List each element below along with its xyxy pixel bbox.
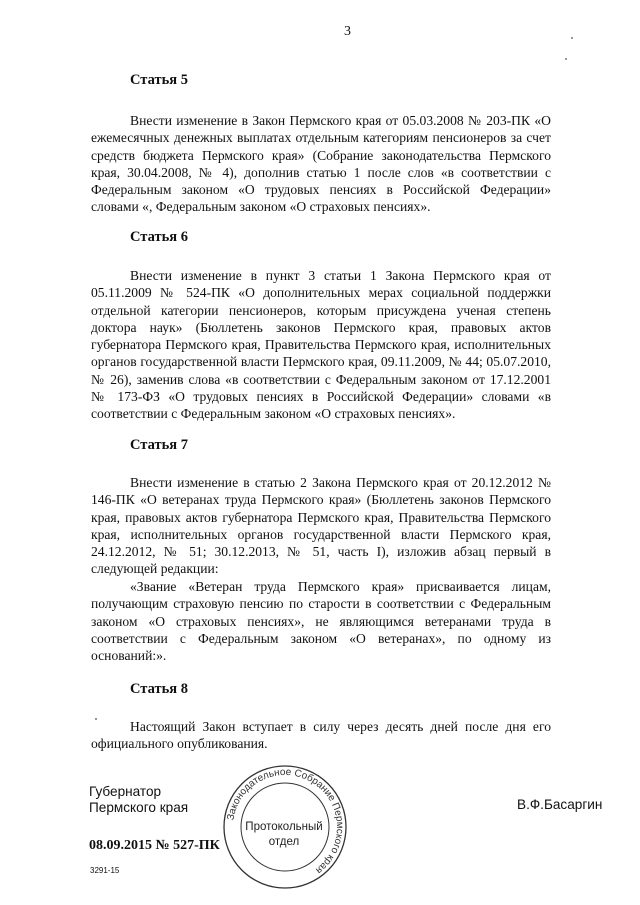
article-6-heading: Статья 6: [130, 229, 188, 245]
article-6-paragraph: Внести изменение в пункт 3 статьи 1 Закона Пермского края от 05.11.2009 № 524-ПК «О дополнительных мерах социальной поддержки отдельной категории пенсионеров, которым присуждена ученая степень доктора наук» (Бюллетень законов Пермского края, правовых актов губернатора Пермского края, Правительства Пермского края, исполнительных органов государственной власти Пермского края, 09.11.2009, № 44; 05.07.2010, № 26), заменив слова «в соответствии с Федеральным законом от 17.12.2001 № 173-ФЗ «О трудовых пенсиях в Российской Федерации» словами «в соответствии с Федеральным законом «О страховых пенсиях».: [91, 268, 551, 422]
governor-title-line-1: Губернатор: [89, 784, 162, 799]
scan-speck: [571, 37, 573, 39]
scan-speck: [565, 58, 567, 60]
law-number: 08.09.2015 № 527-ПК: [89, 838, 220, 853]
governor-title-line-2: Пермского края: [89, 799, 189, 815]
article-8-heading: Статья 8: [130, 681, 188, 697]
stamp-center-text: [238, 820, 330, 850]
article-7-paragraph-1: Внести изменение в статью 2 Закона Пермского края от 20.12.2012 № 146-ПК «О ветеранах труда Пермского края» (Бюллетень законов Пермского края, правовых актов губернатора Пермского края, Правительства Пермского края, исполнительных органов государственной власти Пермского края, 24.12.2012, № 51; 30.12.2013, № 51, часть I), изложив абзац первый в следующей редакции:: [91, 475, 551, 577]
stamp-ring-text: Законодательное Собрание Пермского края: [225, 766, 346, 876]
article-5-paragraph: Внести изменение в Закон Пермского края от 05.03.2008 № 203-ПК «О ежемесячных денежных выплатах отдельным категориям пенсионеров за счет средств бюджета Пермского края» (Собрание законодательства Пермского края, 30.04.2008, № 4), дополнив статью 1 после слов «в соответствии с Федеральным законом «О трудовых пенсиях в Российской Федерации» словами «, Федеральным законом «О страховых пенсиях».: [91, 113, 551, 215]
article-5-heading: Статья 5: [130, 72, 188, 88]
article-8-paragraph: Настоящий Закон вступает в силу через десять дней после дня его официального опубликования.: [91, 719, 551, 752]
stamp-center-line-2: отдел: [268, 836, 300, 848]
document-code: 3291-15: [90, 866, 120, 875]
scan-speck: [95, 718, 97, 720]
page-number: 3: [344, 24, 351, 39]
signatory-name: В.Ф.Басаргин: [517, 797, 603, 812]
article-7-paragraph-2: «Звание «Ветеран труда Пермского края» присваивается лицам, получающим страховую пенсию по старости в соответствии с Федеральным законом «О страховых пенсиях», не являющимся ветеранами труда в соответствии с Федеральным законом «О ветеранах», по одному из оснований:».: [91, 579, 551, 664]
governor-title: [89, 784, 188, 815]
stamp-center-line-1: Протокольный: [245, 821, 323, 833]
article-7-heading: Статья 7: [130, 437, 188, 453]
